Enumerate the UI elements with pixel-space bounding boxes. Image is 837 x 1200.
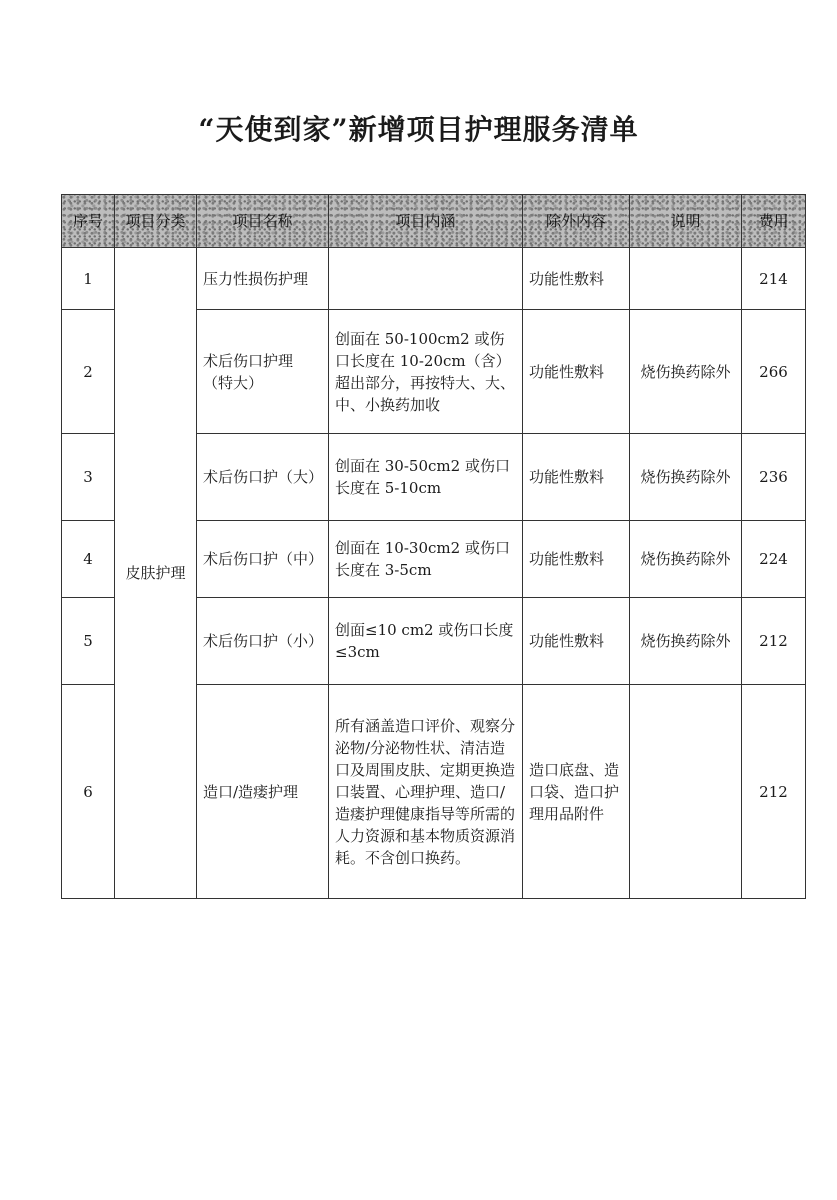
row-no: 2 xyxy=(62,310,115,434)
row-exclusion: 功能性敷料 xyxy=(523,521,630,598)
category-cell: 皮肤护理 xyxy=(115,248,197,899)
document-title: “天使到家”新增项目护理服务清单 xyxy=(198,113,639,146)
row-content: 创面≤10 cm2 或伤口长度≤3cm xyxy=(329,598,523,685)
row-exclusion: 功能性敷料 xyxy=(523,248,630,310)
row-note: 烧伤换药除外 xyxy=(630,598,742,685)
row-note: 烧伤换药除外 xyxy=(630,434,742,521)
service-table xyxy=(61,194,806,899)
row-no: 4 xyxy=(62,521,115,598)
row-exclusion: 功能性敷料 xyxy=(523,434,630,521)
row-fee: 212 xyxy=(742,685,806,899)
row-fee: 212 xyxy=(742,598,806,685)
header-fee: 费用 xyxy=(742,195,806,248)
row-exclusion: 功能性敷料 xyxy=(523,598,630,685)
header-content: 项目内涵 xyxy=(329,195,523,248)
row-exclusion: 功能性敷料 xyxy=(523,310,630,434)
header-row xyxy=(62,195,806,248)
row-fee: 214 xyxy=(742,248,806,310)
header-category: 项目分类 xyxy=(115,195,197,248)
row-name: 术后伤口护（大） xyxy=(197,434,329,521)
header-no: 序号 xyxy=(62,195,115,248)
row-no: 6 xyxy=(62,685,115,899)
row-note xyxy=(630,685,742,899)
row-content xyxy=(329,248,523,310)
row-note: 烧伤换药除外 xyxy=(630,310,742,434)
row-content: 创面在 50-100cm2 或伤口长度在 10-20cm（含）超出部分，再按特大、大、中、小换药加收 xyxy=(329,310,523,434)
row-fee: 236 xyxy=(742,434,806,521)
row-name: 术后伤口护理（特大） xyxy=(197,310,329,434)
row-note xyxy=(630,248,742,310)
header-name: 项目名称 xyxy=(197,195,329,248)
row-no: 1 xyxy=(62,248,115,310)
row-no: 3 xyxy=(62,434,115,521)
row-name: 术后伤口护（中） xyxy=(197,521,329,598)
row-no: 5 xyxy=(62,598,115,685)
row-note: 烧伤换药除外 xyxy=(630,521,742,598)
header-note: 说明 xyxy=(630,195,742,248)
header-exclusion: 除外内容 xyxy=(523,195,630,248)
row-name: 术后伤口护（小） xyxy=(197,598,329,685)
row-exclusion: 造口底盘、造口袋、造口护理用品附件 xyxy=(523,685,630,899)
row-content: 创面在 10-30cm2 或伤口长度在 3-5cm xyxy=(329,521,523,598)
row-name: 压力性损伤护理 xyxy=(197,248,329,310)
table-row xyxy=(62,248,806,310)
row-fee: 266 xyxy=(742,310,806,434)
row-content: 创面在 30-50cm2 或伤口长度在 5-10cm xyxy=(329,434,523,521)
row-name: 造口/造瘘护理 xyxy=(197,685,329,899)
row-fee: 224 xyxy=(742,521,806,598)
row-content: 所有涵盖造口评价、观察分泌物/分泌物性状、清洁造口及周围皮肤、定期更换造口装置、心理护理、造口/造瘘护理健康指导等所需的人力资源和基本物质资源消耗。不含创口换药。 xyxy=(329,685,523,899)
